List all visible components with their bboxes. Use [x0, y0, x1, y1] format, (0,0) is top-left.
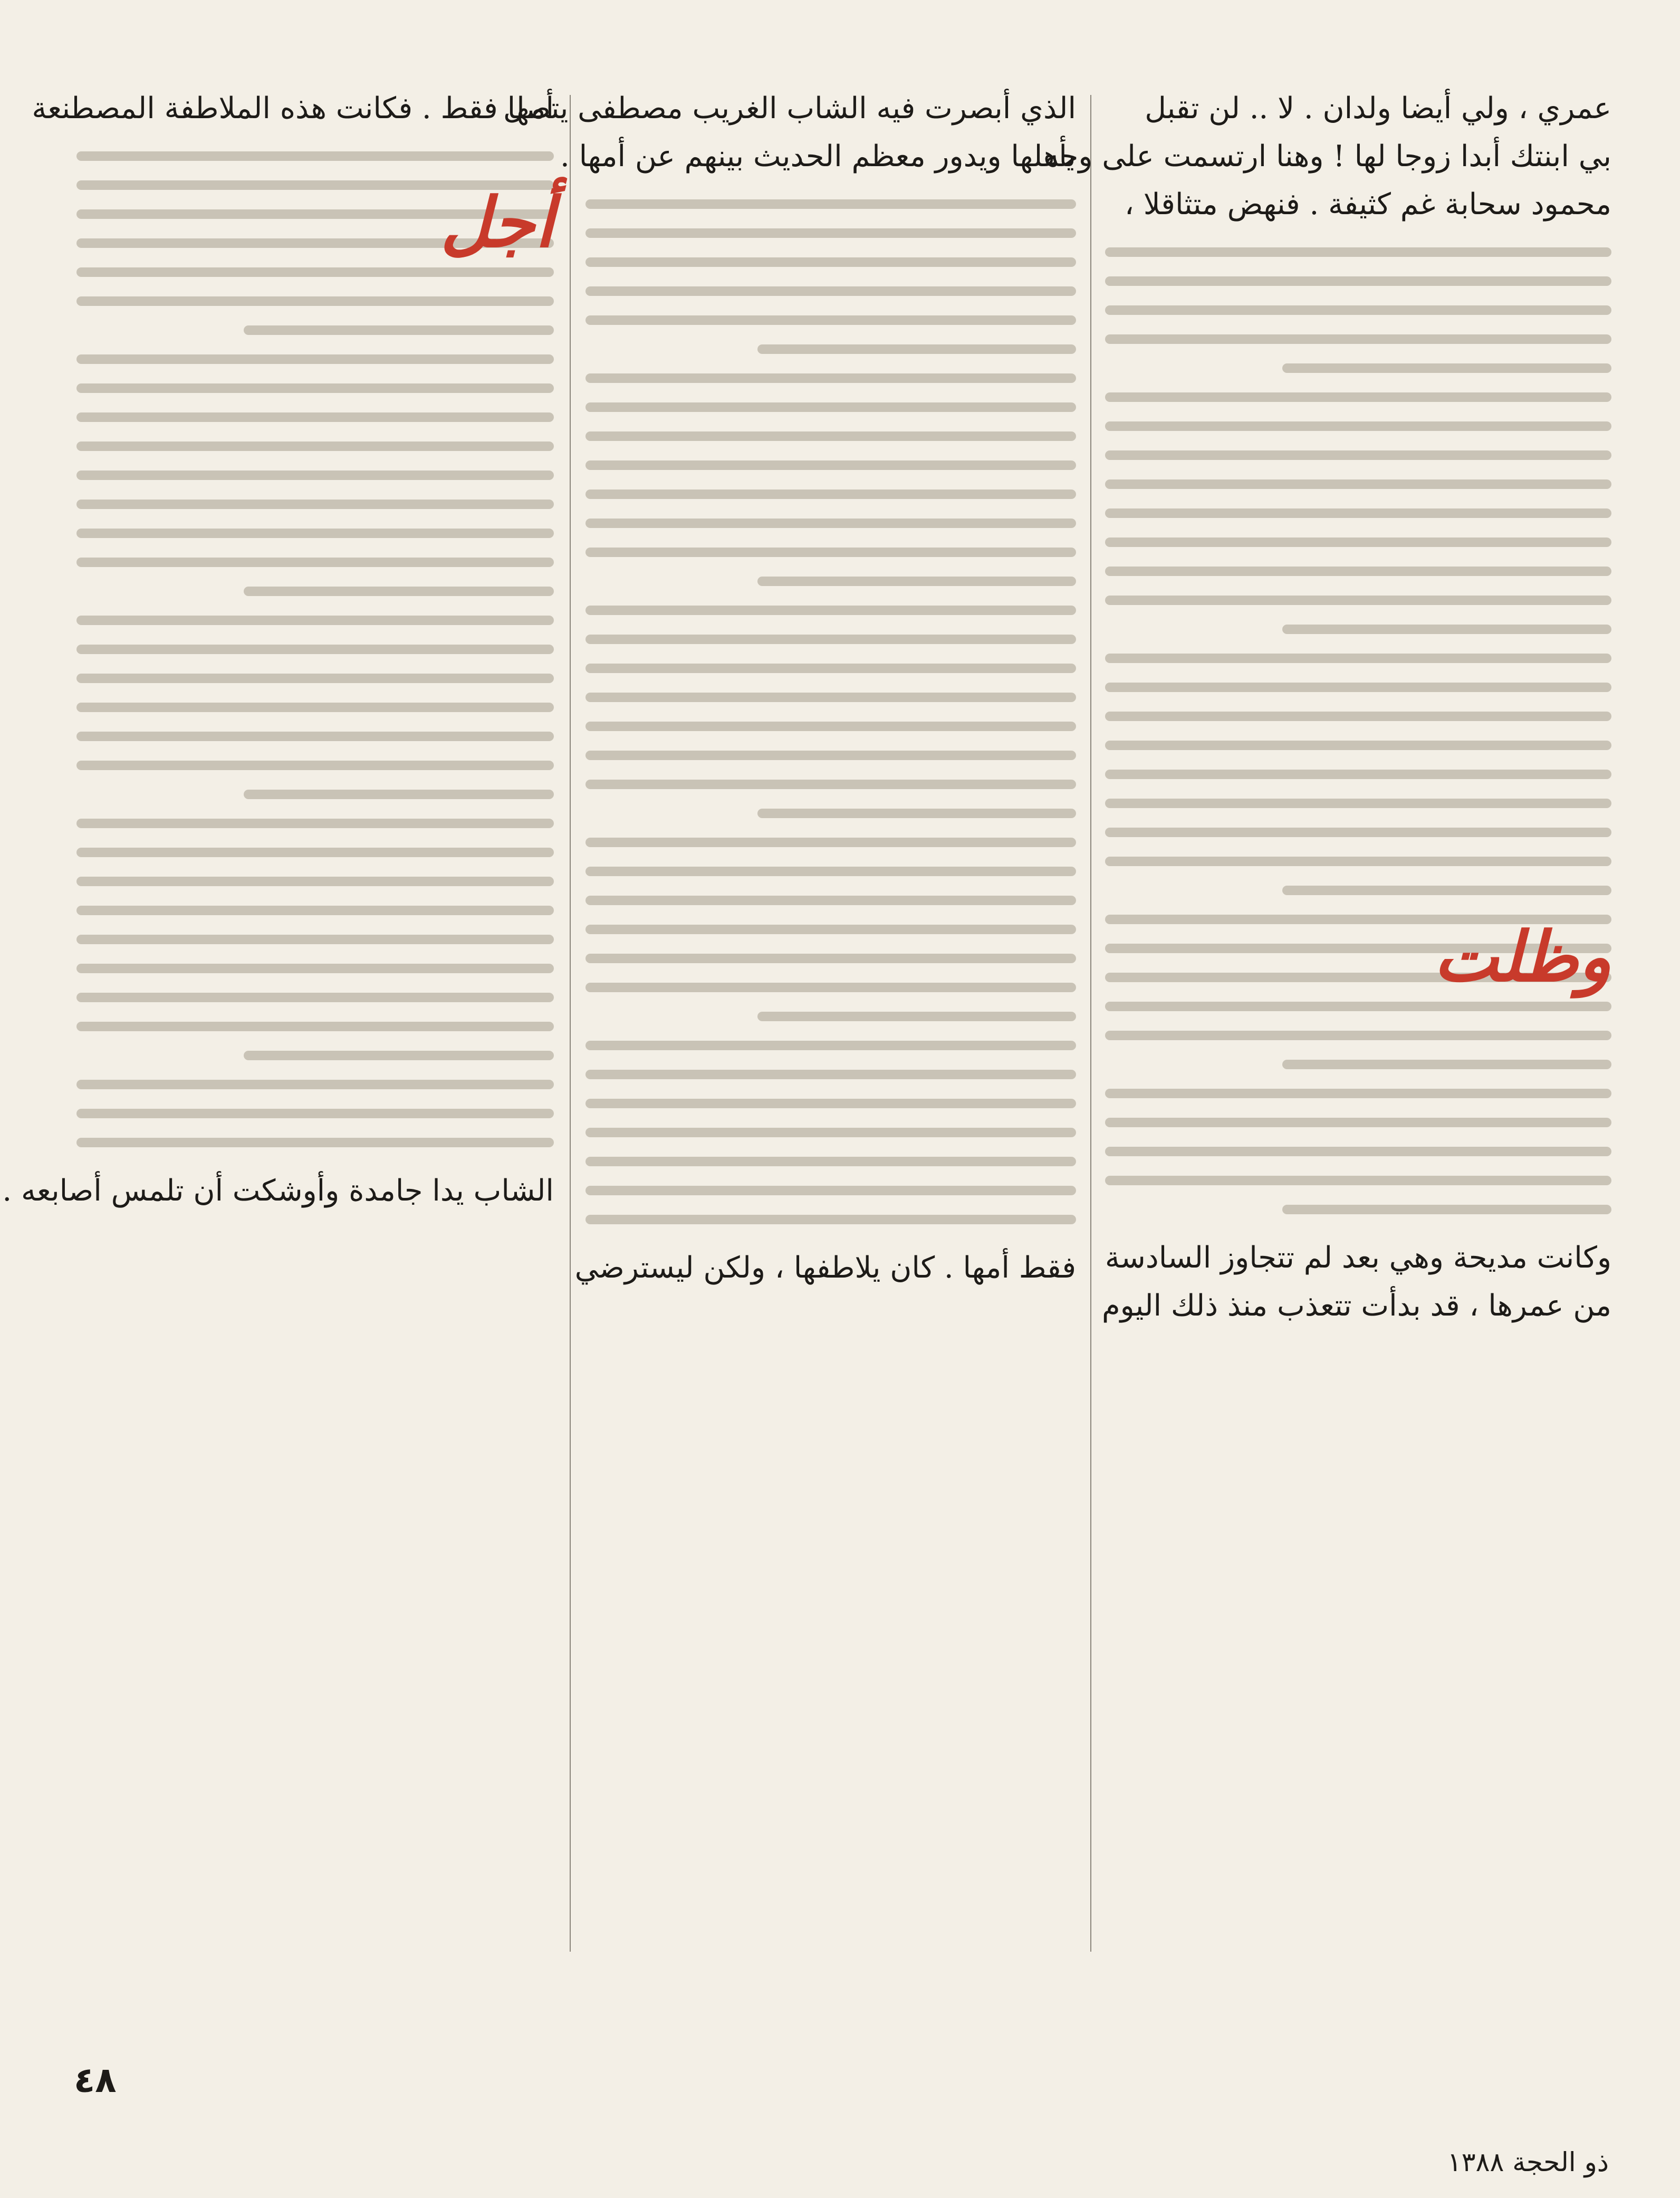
text-line-placeholder [1282, 625, 1611, 634]
text-line-placeholder [757, 344, 1077, 354]
text-line-placeholder [1282, 886, 1611, 895]
text-line-placeholder [76, 819, 554, 828]
text-line: الذي أبصرت فيه الشاب الغريب مصطفى يتصل [503, 91, 1076, 126]
text-line-placeholder [585, 1070, 1076, 1079]
article-column-left [2, 84, 554, 1973]
article-column-right [1044, 84, 1611, 1973]
text-line-placeholder [585, 925, 1076, 934]
text-line-placeholder [244, 325, 554, 335]
text-line: بأهلها ويدور معظم الحديث بينهم عن أمها . [560, 139, 1076, 174]
text-line-placeholder [585, 983, 1076, 992]
text-line-placeholder [585, 606, 1076, 615]
text-line-placeholder [585, 1128, 1076, 1137]
text-line-placeholder [1105, 1089, 1611, 1098]
text-line-placeholder [1105, 654, 1611, 663]
text-line-placeholder [76, 674, 554, 683]
text-line-placeholder [585, 286, 1076, 296]
text-line-placeholder [585, 635, 1076, 644]
text-line-placeholder [76, 616, 554, 625]
text-line-placeholder [585, 780, 1076, 789]
text-line: بي ابنتك أبدا زوجا لها ! وهنا ارتسمت على وجه [1044, 139, 1611, 174]
text-line-placeholder [1105, 828, 1611, 837]
text-line-placeholder [757, 1012, 1077, 1021]
text-line-placeholder [1282, 363, 1611, 373]
text-line-placeholder [76, 993, 554, 1002]
text-line-placeholder [1105, 276, 1611, 286]
text-line: من عمرها ، قد بدأت تتعذب منذ ذلك اليوم [1101, 1289, 1611, 1323]
text-line-placeholder [1105, 712, 1611, 721]
text-line-placeholder [585, 751, 1076, 760]
text-line-placeholder [1105, 770, 1611, 779]
text-line-placeholder [585, 489, 1076, 499]
text-line-placeholder [1105, 305, 1611, 315]
text-line-placeholder [76, 383, 554, 393]
text-line-placeholder [585, 460, 1076, 470]
text-line-placeholder [585, 199, 1076, 209]
text-line-placeholder [76, 964, 554, 973]
text-line-placeholder [76, 1109, 554, 1118]
decorative-drop-word: أجل [440, 182, 554, 263]
decorative-drop-word: وظلت [1434, 916, 1611, 997]
text-line-placeholder [585, 519, 1076, 528]
text-line-placeholder [76, 354, 554, 364]
text-line-placeholder [585, 548, 1076, 557]
text-line-placeholder [1105, 596, 1611, 605]
text-line-placeholder [1105, 1002, 1611, 1011]
text-line-placeholder [1105, 508, 1611, 518]
text-line-placeholder [76, 761, 554, 770]
text-line-placeholder [585, 1099, 1076, 1108]
text-line-placeholder [76, 529, 554, 538]
text-line-placeholder [757, 577, 1077, 586]
text-line-placeholder [1105, 1176, 1611, 1185]
text-line-placeholder [1105, 537, 1611, 547]
page-number: ٤٨ [74, 2060, 117, 2100]
text-line-placeholder [1105, 683, 1611, 692]
text-line-placeholder [585, 722, 1076, 731]
text-line-placeholder [585, 896, 1076, 905]
text-line-placeholder [1105, 1118, 1611, 1127]
text-line-placeholder [1105, 334, 1611, 344]
text-line-placeholder [76, 500, 554, 509]
text-line-placeholder [76, 471, 554, 480]
text-line-placeholder [1105, 421, 1611, 431]
text-line-placeholder [1105, 741, 1611, 750]
text-line-placeholder [76, 848, 554, 857]
text-line-placeholder [585, 315, 1076, 325]
article-column-middle [503, 84, 1076, 1973]
text-line-placeholder [244, 587, 554, 596]
text-line-placeholder [76, 906, 554, 915]
text-line-placeholder [585, 257, 1076, 267]
text-line-placeholder [1105, 1147, 1611, 1156]
text-line-placeholder [1105, 247, 1611, 257]
text-line-placeholder [1282, 1060, 1611, 1069]
footer-date: ذو الحجة ١٣٨٨ [1447, 2147, 1609, 2177]
text-line-placeholder [76, 151, 554, 161]
text-line-placeholder [585, 228, 1076, 238]
text-line: أمها فقط . فكانت هذه الملاطفة المصطنعة [32, 91, 554, 126]
text-line-placeholder [76, 1080, 554, 1089]
text-line: وكانت مديحة وهي بعد لم تتجاوز السادسة [1105, 1241, 1611, 1275]
text-line-placeholder [585, 1041, 1076, 1050]
text-line-placeholder [585, 1157, 1076, 1166]
text-line-placeholder [1105, 392, 1611, 402]
text-line-placeholder [585, 664, 1076, 673]
text-line-placeholder [585, 1186, 1076, 1195]
column-divider [1090, 95, 1091, 1952]
text-line-placeholder [585, 954, 1076, 963]
text-line-placeholder [76, 703, 554, 712]
text-line-placeholder [1105, 479, 1611, 489]
text-line-placeholder [76, 412, 554, 422]
text-line-placeholder [76, 645, 554, 654]
text-line-placeholder [76, 877, 554, 886]
text-line-placeholder [585, 867, 1076, 876]
text-line: فقط أمها . كان يلاطفها ، ولكن ليسترضي [574, 1251, 1076, 1285]
text-line-placeholder [1105, 450, 1611, 460]
text-line-placeholder [585, 693, 1076, 702]
text-line-placeholder [1105, 799, 1611, 808]
text-line-placeholder [1105, 857, 1611, 866]
text-line-placeholder [76, 558, 554, 567]
text-line-placeholder [244, 790, 554, 799]
text-line: الشاب يدا جامدة وأوشكت أن تلمس أصابعه . [2, 1174, 554, 1208]
text-line-placeholder [1105, 1031, 1611, 1040]
text-line-placeholder [1282, 1205, 1611, 1214]
text-line-placeholder [76, 296, 554, 306]
text-line: محمود سحابة غم كثيفة . فنهض متثاقلا ، [1124, 187, 1611, 222]
text-line-placeholder [585, 838, 1076, 847]
column-divider [570, 95, 571, 1952]
text-line: عمري ، ولي أيضا ولدان . لا .. لن تقبل [1145, 91, 1611, 126]
text-line-placeholder [1105, 567, 1611, 576]
text-line-placeholder [76, 1138, 554, 1147]
text-line-placeholder [76, 267, 554, 277]
text-line-placeholder [585, 373, 1076, 383]
text-line-placeholder [757, 809, 1077, 818]
text-line-placeholder [76, 732, 554, 741]
text-line-placeholder [585, 1215, 1076, 1224]
text-line-placeholder [585, 431, 1076, 441]
text-line-placeholder [585, 402, 1076, 412]
text-line-placeholder [244, 1051, 554, 1060]
text-line-placeholder [76, 441, 554, 451]
text-line-placeholder [76, 935, 554, 944]
text-line-placeholder [76, 1022, 554, 1031]
